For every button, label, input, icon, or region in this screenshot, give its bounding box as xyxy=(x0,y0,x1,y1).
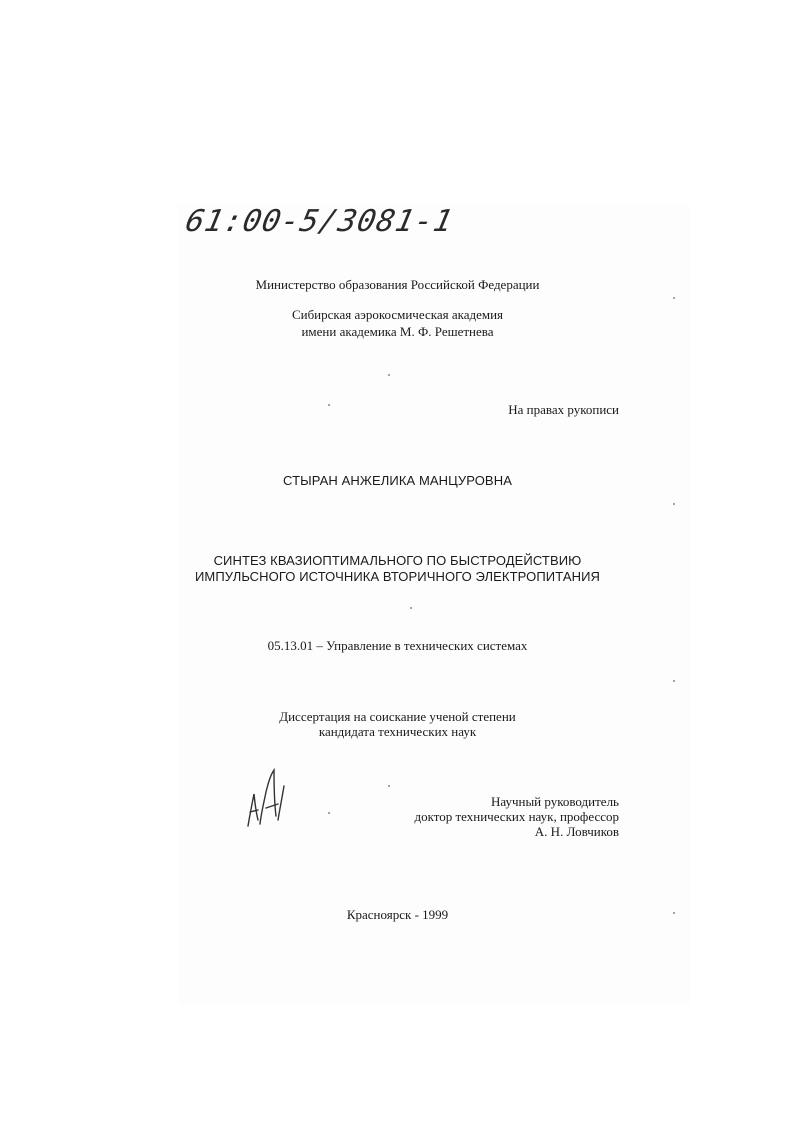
supervisor-name: А. Н. Ловчиков xyxy=(534,824,619,839)
supervisor-degree: доктор технических наук, профессор xyxy=(414,809,619,824)
scan-speck xyxy=(673,297,675,299)
rights-note: На правах рукописи xyxy=(508,402,619,417)
thesis-title-line1: СИНТЕЗ КВАЗИОПТИМАЛЬНОГО ПО БЫСТРОДЕЙСТВИЮ xyxy=(213,553,582,568)
scan-speck xyxy=(328,812,330,814)
author-name: СТЫРАН АНЖЕЛИКА МАНЦУРОВНА xyxy=(283,473,512,488)
scan-speck xyxy=(388,374,390,376)
thesis-title-line2: ИМПУЛЬСНОГО ИСТОЧНИКА ВТОРИЧНОГО ЭЛЕКТРОПИТАНИЯ xyxy=(194,569,601,584)
academy-name-line2: имени академика М. Ф. Решетнева xyxy=(301,324,494,339)
handwritten-signature xyxy=(244,764,288,834)
place-and-year: Красноярск - 1999 xyxy=(346,907,449,922)
supervisor-title: Научный руководитель xyxy=(490,794,619,809)
archive-number: 61:00-5/3081-1 xyxy=(182,204,457,239)
degree-line2: кандидата технических наук xyxy=(318,724,477,739)
specialty-code: 05.13.01 – Управление в технических системах xyxy=(267,638,528,653)
scan-speck xyxy=(410,607,412,609)
scan-speck xyxy=(673,680,675,682)
ministry-name: Министерство образования Российской Федерации xyxy=(255,277,540,292)
degree-line1: Диссертация на соискание ученой степени xyxy=(279,709,516,724)
scan-speck xyxy=(673,503,675,505)
scan-speck xyxy=(388,785,390,787)
academy-name-line1: Сибирская аэрокосмическая академия xyxy=(291,307,504,322)
scan-speck xyxy=(328,404,330,406)
scan-speck xyxy=(673,912,675,914)
